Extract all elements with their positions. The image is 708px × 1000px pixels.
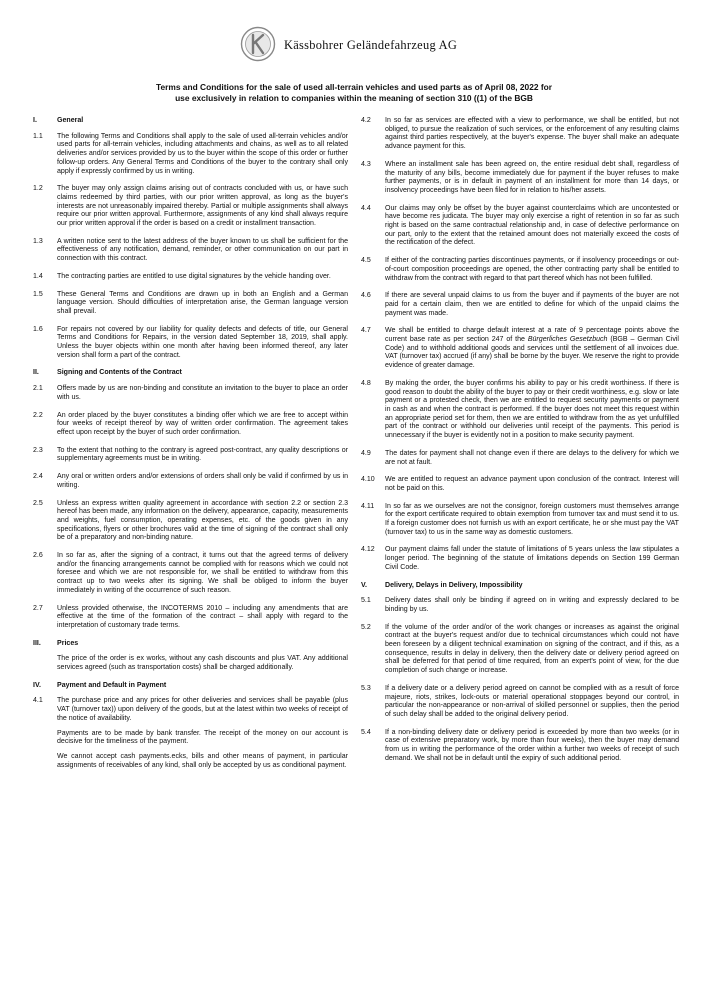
company-logo-icon xyxy=(240,26,276,62)
clause-1-5: 1.5 These General Terms and Conditions are drawn up in both an English and a German language version. Should difficulties of interpretation arise, the German language version shall prevail. xyxy=(33,290,348,315)
clause-4-3: 4.3 Where an installment sale has been agreed on, the entire residual debt shall, regardless of the maturity of any bills, become immediately due for payment if the buyer refuses to make further payments, or is in default in payment of an installment for more than 14 days, or insolvency proceedings have been filed for in relation to his/her assets. xyxy=(361,160,679,194)
clause-1-3: 1.3 A written notice sent to the latest address of the buyer known to us shall be sufficient for the effectiveness of any notification, demand, reminder, or other communication on our part in connection with this contract. xyxy=(33,237,348,263)
clause-5-2: 5.2 If the volume of the order and/or of the work changes or increases as against the original contract at the buyer's request and/or due to technical circumstances which could not have been foreseen by a diligent technical examination on signing of the contract, and if this, as a consequence, results in delay in delivery, then the delivery date or delivery period agreed on shall be deferred for that period of time required, from an expert's point of view, for the due completion of such change or increase. xyxy=(361,623,679,675)
company-name: Kässbohrer Geländefahrzeug AG xyxy=(284,38,458,52)
clause-2-6: 2.6 In so far as, after the signing of a contract, it turns out that the agreed terms of delivery and/or the financing arrangements cannot be complied with for reasons which we could not foresee and which we are not responsible for, we shall be entitled to withdraw from this contract up to two weeks after its signing. We shall be obliged to inform the buyer immediately in writing of the occurrence of such reason. xyxy=(33,552,348,594)
clause-4-5: 4.5 If either of the contracting parties discontinues payments, or if insolvency proceedings or out-of-court composition proceedings are opened, the other contracting party shall be entitled to withdraw from the contract with regard to that part thereof which has not been fulfilled. xyxy=(361,257,679,282)
left-column xyxy=(33,117,348,779)
clause-2-4: 2.4 Any oral or written orders and/or extensions of orders shall only be valid if confirmed by us in writing. xyxy=(33,473,348,489)
clause-4-10: 4.10 We are entitled to request an advance payment upon conclusion of the contract. Interest will not be paid on this. xyxy=(361,476,679,492)
clause-2-2: 2.2 An order placed by the buyer constitutes a binding offer which we are free to accept within four weeks of receipt thereof by way of written order confirmation. The agreement takes effect upon receipt by the buyer of such order confirmation. xyxy=(33,411,348,436)
page-header xyxy=(0,22,708,68)
clause-4-6: 4.6 If there are several unpaid claims to us from the buyer and if payments of the buyer are not paid for a certain claim, then we are entitled to define for which of the unpaid claims the payment was made. xyxy=(361,292,679,317)
clause-4-2: 4.2 In so far as services are effected with a view to performance, we shall be entitled, but not obliged, to pursue the realization of such services, or the enforcement of any resulting claims against third parties respectively, at the buyer's expense. The buyer shall make an adequate advance payment for this. xyxy=(361,117,679,151)
clause-4-4: 4.4 Our claims may only be offset by the buyer against counterclaims which are uncontested or have become res judicata. The buyer may only exercise a right of retention in so far as such right is based on the same contractual relationship and, in case of defective performance on our part, only to the extent that the retained amount does not materially exceed the costs of the rectification of the defect. xyxy=(361,204,679,247)
clause-5-4: 5.4 If a non-binding delivery date or delivery period is exceeded by more than two weeks (or in case of extensive preparatory work, by more than four weeks), then the buyer may demand from us in writing the performance of the order within a further two weeks of receipt of such demand. We shall not be in default until the expiry of such additional period. xyxy=(361,728,679,762)
clause-2-7: 2.7 Unless provided otherwise, the INCOTERMS 2010 – including any amendments that are effective at the time of the formation of the contract – shall apply with regard to the interpretation of customary trade terms. xyxy=(33,604,348,629)
section-heading: I. General xyxy=(33,117,84,124)
clause-4-8: 4.8 By making the order, the buyer confirms his ability to pay or his credit worthiness. If there is good reason to doubt the ability of the buyer to pay or their credit worthiness, e.g. slow or late payment or a protested check, then we are entitled to request security payments or payment in cash as and when the contract is performed. If the buyer does not meet this request within an appropriate period set for them, then we are entitled to withdraw from the as yet unfulfilled part of the contract or withhold our deliveries until receipt of the payments. This period is unnecessary if the buyer is evidently not in a position to make security payment. xyxy=(361,379,679,440)
title-line-1: Terms and Conditions for the sale of used all-terrain vehicles and used parts as of April 08, 2022 for xyxy=(155,82,553,92)
section-heading: V. Delivery, Delays in Delivery, Impossibility xyxy=(361,581,523,589)
clause-5-1: 5.1 Delivery dates shall only be binding if agreed on in writing and expressly declared to be binding by us. xyxy=(361,597,679,613)
clause-4-1-paragraph: The purchase price and any prices for other deliveries and services shall be payable (plus VAT (turnover tax)) upon delivery of the goods, but at the latest within two weeks of receipt of the notice of availability. xyxy=(57,697,348,722)
clause-4-1: 4.1 The purchase price and any prices for other deliveries and services shall be payable (plus VAT (turnover tax)) upon delivery of the goods, but at the latest within two weeks of receipt of the notice of availability. Payments are to be made by bank transfer. The receipt of the money on our account is decisive for the timeliness of the payment. We cannot accept cash payments.ecks, bills and other means of payment, in particular assignments of receivables of any kind, shall only be accepted by us as conditional payment. xyxy=(33,697,348,769)
clause-2-5: 2.5 Unless an express written quality agreement in accordance with section 2.2 or section 2.3 hereof has been made, any information on the delivery, appearance, capacity, measurements and weights, fuel consumption, operating expenses, etc. of the goods given in any specifications, flyers or other brochures valid at the time of signing of the contract shall only be of a preparatory and non-binding nature. xyxy=(33,499,348,542)
clause-2-3: 2.3 To the extent that nothing to the contrary is agreed post-contract, any quality descriptions or supplementary agreements must be in writing. xyxy=(33,446,348,463)
clause-4-1-paragraph: We cannot accept cash payments.ecks, bills and other means of payment, in particular assignments of receivables of any kind, shall only be accepted by us as conditional payment. xyxy=(57,752,348,769)
clause-4-7: 4.7 We shall be entitled to charge default interest at a rate of 9 percentage points above the current base rate as per section 247 of the Bürgerliches Gesetzbuch (BGB – German Civil Code) and to withhold additional goods and services until the settlement of all invoices due. VAT (turnover tax) accrued (if any) shall be borne by the buyer. We reserve the right to provide evidence of greater damage. xyxy=(361,327,679,370)
clause-5-3: 5.3 If a delivery date or a delivery period agreed on cannot be complied with as a result of force majeure, riots, strikes, lock-outs or material operational stoppages beyond our control, in particular the non-appearance or non-arrival of skilled personnel or supplies, then the period of such delay shall be added to the original delivery period. xyxy=(361,684,679,718)
section-heading: IV. Payment and Default in Payment xyxy=(33,681,167,689)
right-column xyxy=(361,117,679,772)
clause-1-6: 1.6 For repairs not covered by our liability for quality defects and defects of title, our General Terms and Conditions for Repairs, in the version dated September 18, 2019, shall apply. Unless the buyer objects within one month after having been informed thereof, any later version shall form a part of the contract. xyxy=(33,325,348,359)
prices-paragraph: The price of the order is ex works, without any cash discounts and plus VAT. Any additional services agreed (such as transportation costs) shall be charged additionally. xyxy=(57,655,348,672)
clause-4-12: 4.12 Our payment claims fall under the statute of limitations of 5 years unless the law stipulates a longer period. The beginning of the statute of limitations depends on Section 199 German Civil Code. xyxy=(361,546,679,571)
title-line-2: use exclusively in relation to companies within the meaning of section 310 ((1) of the BGB xyxy=(175,92,533,103)
bgb-term: Bürgerliches Gesetzbuch xyxy=(527,336,608,344)
clause-4-9: 4.9 The dates for payment shall not change even if there are delays to the delivery for which we are not at fault. xyxy=(361,449,679,466)
clause-1-2: 1.2 The buyer may only assign claims arising out of contracts concluded with us, or have such claims redeemed by third parties, with our prior written approval, as long as the buyer's interests are not unreasonably impaired thereby. Partial or multiple assignments shall always require our prior written approval. Furthermore, assignments of any kind shall always require our prior written approval if the order is based on a credit or installment transaction. xyxy=(33,185,348,228)
clause-2-1: 2.1 Offers made by us are non-binding and constitute an invitation to the buyer to place an order with us. xyxy=(33,385,348,401)
clause-1-1: 1.1 The following Terms and Conditions shall apply to the sale of used all-terrain vehicles and/or used parts for all-terrain vehicles, including attachments and chains, as well as to all related deliveries and/or services provided by us to the buyer within the scope of this order or further follow-up orders. Any General Terms and Conditions of the buyer to the contrary shall only apply if expressly confirmed by us in writing. xyxy=(33,132,348,175)
clause-4-1-paragraph: Payments are to be made by bank transfer. The receipt of the money on our account is decisive for the timeliness of the payment. xyxy=(57,729,348,746)
document-title xyxy=(60,82,648,103)
clause-4-11: 4.11 In so far as we ourselves are not the consignor, foreign customers must themselves arrange for the export certificate required to obtain exemption from turnover tax and must send it to us. If a foreign customer does not furnish us with an export certificate, he or she must pay the VAT (turnover tax) to us in the same way as domestic customers. xyxy=(361,502,679,536)
section-heading: III. Prices xyxy=(33,639,79,647)
section-heading: II. Signing and Contents of the Contract xyxy=(33,369,182,377)
clause-1-4: 1.4 The contracting parties are entitled to use digital signatures by the vehicle handing over. xyxy=(33,272,331,280)
